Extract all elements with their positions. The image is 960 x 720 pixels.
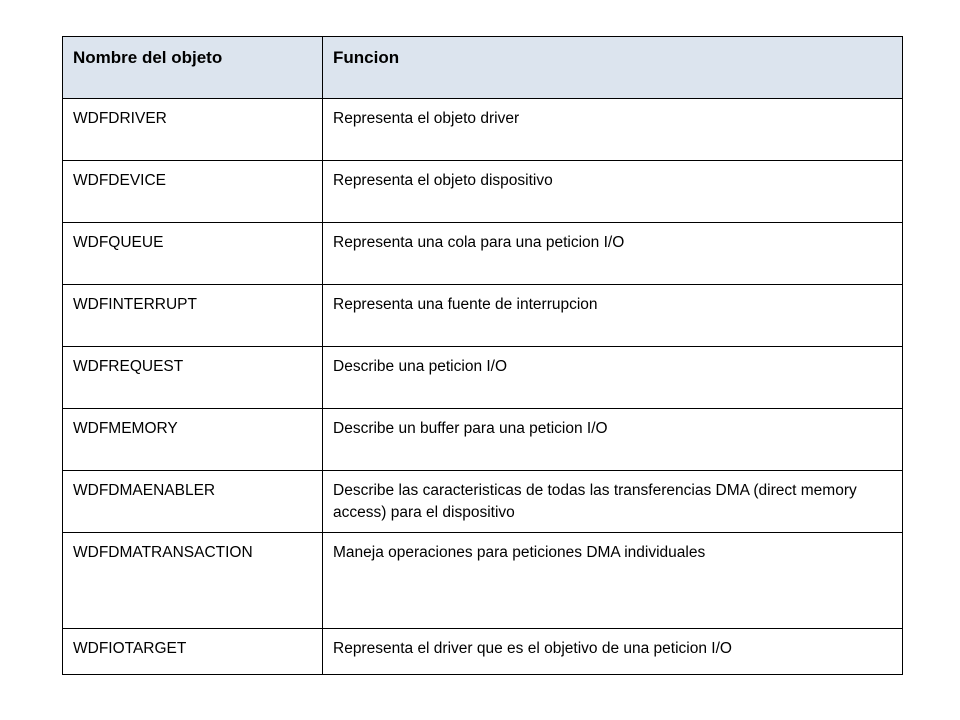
table-row [63, 409, 903, 471]
object-name-cell: WDFDMAENABLER [63, 471, 323, 533]
object-function-cell: Maneja operaciones para peticiones DMA individuales [323, 533, 903, 629]
table-row [63, 471, 903, 533]
table-row [63, 99, 903, 161]
table-row [63, 629, 903, 675]
object-function-cell: Representa el driver que es el objetivo de una peticion I/O [323, 629, 903, 675]
object-name-cell: WDFMEMORY [63, 409, 323, 471]
object-function-cell: Describe las caracteristicas de todas las transferencias DMA (direct memory access) para el dispositivo [323, 471, 903, 533]
object-function-cell: Representa el objeto driver [323, 99, 903, 161]
object-function-cell: Representa una fuente de interrupcion [323, 285, 903, 347]
object-function-cell: Describe una peticion I/O [323, 347, 903, 409]
table-row [63, 223, 903, 285]
table-row [63, 347, 903, 409]
objects-table [62, 36, 903, 675]
object-function-cell: Describe un buffer para una peticion I/O [323, 409, 903, 471]
objects-table-container [62, 36, 902, 675]
object-name-cell: WDFINTERRUPT [63, 285, 323, 347]
table-row [63, 161, 903, 223]
header-function: Funcion [323, 37, 903, 99]
object-name-cell: WDFDRIVER [63, 99, 323, 161]
object-name-cell: WDFDMATRANSACTION [63, 533, 323, 629]
object-name-cell: WDFIOTARGET [63, 629, 323, 675]
object-function-cell: Representa el objeto dispositivo [323, 161, 903, 223]
object-name-cell: WDFQUEUE [63, 223, 323, 285]
header-object-name: Nombre del objeto [63, 37, 323, 99]
object-function-cell: Representa una cola para una peticion I/O [323, 223, 903, 285]
table-header-row [63, 37, 903, 99]
object-name-cell: WDFDEVICE [63, 161, 323, 223]
table-row [63, 533, 903, 629]
table-row [63, 285, 903, 347]
object-name-cell: WDFREQUEST [63, 347, 323, 409]
